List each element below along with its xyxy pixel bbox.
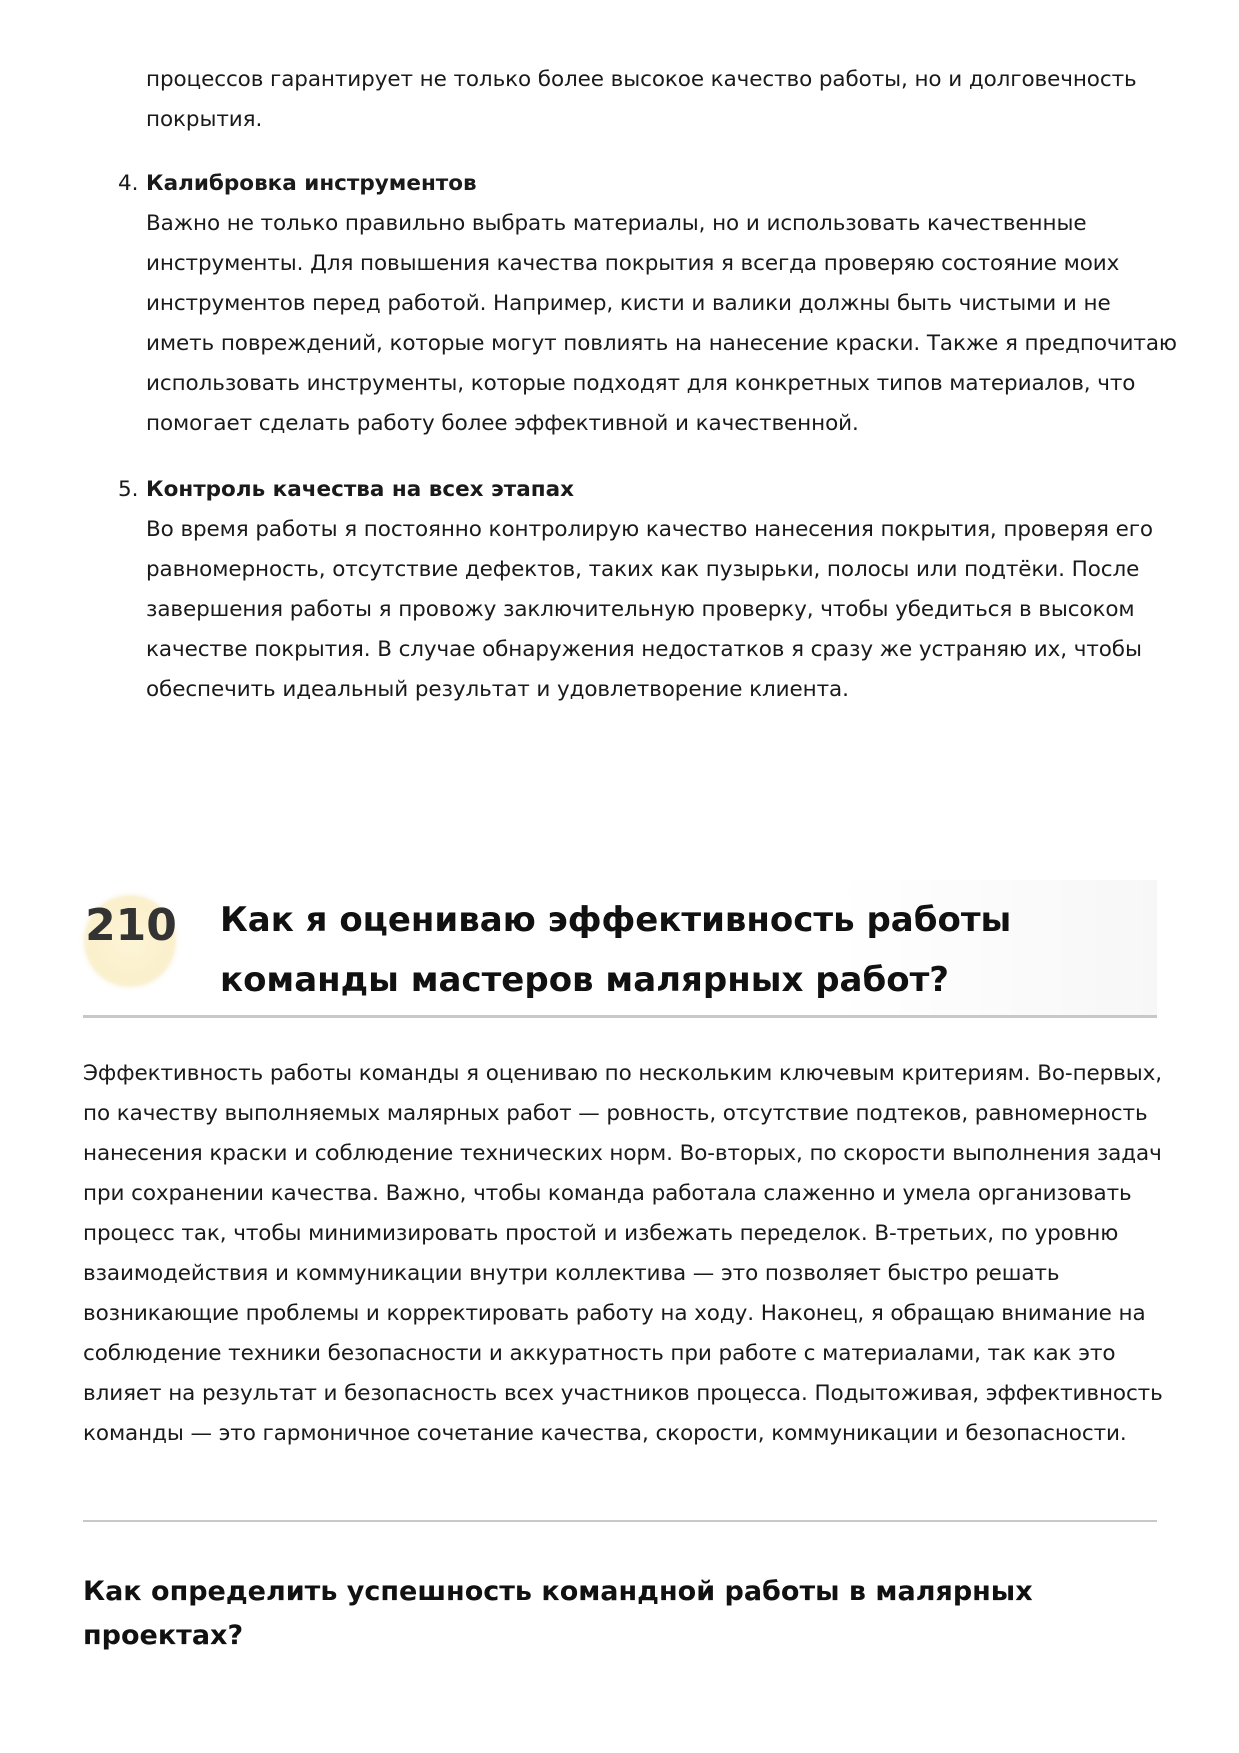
- list-item: [118, 470, 1178, 710]
- list-item-title: Калибровка инструментов: [146, 171, 477, 196]
- intro-paragraph-tail: процессов гарантирует не только более высокое качество работы, но и долговечность покрытия.: [146, 67, 1137, 132]
- question-number: 210: [85, 900, 177, 951]
- list-item-number: 4.: [118, 171, 139, 196]
- list-item-number: 5.: [118, 477, 139, 502]
- sub-question-heading: Как определить успешность командной работы в малярных проектах?: [83, 1576, 1033, 1651]
- question-header: [83, 880, 1157, 1018]
- list-item-title: Контроль качества на всех этапах: [146, 477, 574, 502]
- question-title: Как я оцениваю эффективность работы команды мастеров малярных работ?: [220, 900, 1012, 1000]
- list-item-text: Во время работы я постоянно контролирую качество нанесения покрытия, проверяя его равномерность, отсутствие дефектов, таких как пузырьки, полосы или подтёки. После завершения работы я провожу заключительную проверку, чтобы убедиться в высоком качестве покрытия. В случае обнаружения недостатков я сразу же устраняю их, чтобы обеспечить идеальный результат и удовлетворение клиента.: [146, 517, 1153, 702]
- list-item: [118, 164, 1178, 444]
- answer-paragraph: Эффективность работы команды я оцениваю по нескольким ключевым критериям. Во-первых, по качеству выполняемых малярных работ — ровность, отсутствие подтеков, равномерность нанесения краски и соблюдение технических норм. Во-вторых, по скорости выполнения задач при сохранении качества. Важно, чтобы команда работала слаженно и умела организовать процесс так, чтобы минимизировать простой и избежать переделок. В-третьих, по уровню взаимодействия и коммуникации внутри коллектива — это позволяет быстро решать возникающие проблемы и корректировать работу на ходу. Наконец, я обращаю внимание на соблюдение техники безопасности и аккуратность при работе с материалами, так как это влияет на результат и безопасность всех участников процесса. Подытоживая, эффективность команды — это гармоничное сочетание качества, скорости, коммуникации и безопасности.: [83, 1061, 1163, 1446]
- section-divider: [83, 1520, 1157, 1522]
- list-item-text: Важно не только правильно выбрать материалы, но и использовать качественные инструменты. Для повышения качества покрытия я всегда проверяю состояние моих инструментов перед работой. Например, кисти и валики должны быть чистыми и не иметь повреждений, которые могут повлиять на нанесение краски. Также я предпочитаю использовать инструменты, которые подходят для конкретных типов материалов, что помогает сделать работу более эффективной и качественной.: [146, 211, 1177, 436]
